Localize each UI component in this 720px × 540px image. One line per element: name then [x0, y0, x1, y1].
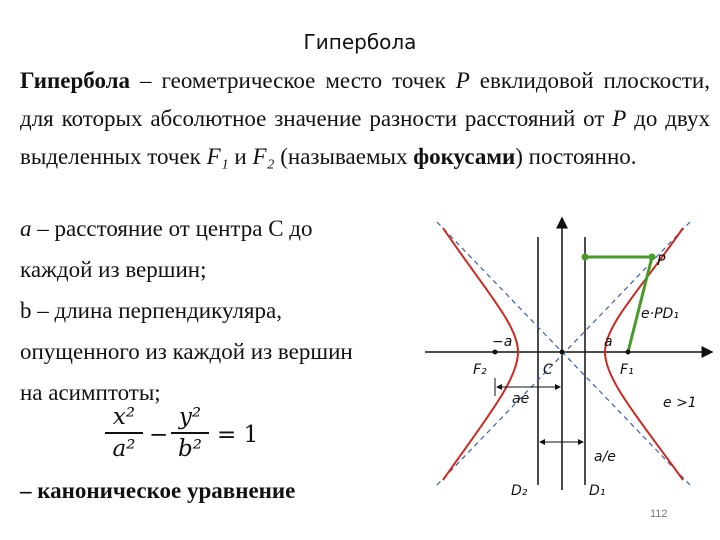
focus-f2-symbol: F₂ [252, 144, 275, 169]
directrix-foot-point [582, 254, 589, 261]
hyperbola-left-branch [443, 228, 518, 480]
label-f1: F₁ [620, 362, 634, 378]
label-d2: D₂ [511, 483, 528, 499]
foci-term: фокусами [413, 144, 516, 169]
label-p: P [657, 253, 666, 269]
definition-text: ) постоянно. [515, 144, 637, 169]
point-p-symbol: P [455, 68, 470, 93]
slide-title: Гипербола [303, 30, 417, 54]
b-symbol: b [20, 298, 32, 323]
label-e-gt-1: e >1 [663, 395, 697, 411]
a-squared: a² [112, 435, 136, 462]
definition-text: и [228, 144, 253, 169]
equals-one: = 1 [217, 422, 259, 448]
hyperbola-right-branch [605, 228, 683, 480]
definition-text: (называемых [274, 144, 414, 169]
definition-term: Гипербола [20, 68, 131, 93]
focus-f2-point [493, 350, 498, 355]
label-f2: F₂ [473, 362, 487, 378]
label-a: a [604, 334, 613, 350]
focus-f1-point [626, 350, 631, 355]
a-text: – расстояние от центра C до каждой из вершин; [20, 216, 313, 282]
segment-p-to-focus [628, 257, 652, 352]
point-p [649, 254, 656, 261]
label-d1: D₁ [589, 483, 606, 499]
minus-sign: − [149, 422, 169, 448]
label-a-over-e: a/e [594, 449, 616, 465]
definition-text: до двух выделенных точек [20, 106, 710, 169]
label-minus-a: −a [492, 334, 513, 350]
b-text: – длина перпендикуляра, опущенного из каждой из вершин на асимптоты; [20, 298, 353, 405]
label-ae: ae [512, 391, 530, 407]
canonical-caption: – каноническое уравнение [20, 478, 296, 503]
label-c: C [543, 362, 553, 378]
page-number: 112 [650, 508, 668, 520]
x-squared: x² [112, 404, 136, 430]
definition-text: – геометрическое место точек [130, 68, 456, 93]
y-squared: y² [178, 404, 202, 430]
a-symbol: a [20, 216, 32, 241]
center-point [560, 350, 565, 355]
focus-f1-symbol: F₁ [206, 144, 229, 169]
point-p-symbol: P [612, 106, 627, 131]
definition-text: евклидовой плоскости, для которых абсолютное значение разности расстояний от [20, 68, 710, 131]
label-e-pd1: e·PD₁ [641, 306, 679, 322]
b-squared: b² [178, 435, 202, 462]
